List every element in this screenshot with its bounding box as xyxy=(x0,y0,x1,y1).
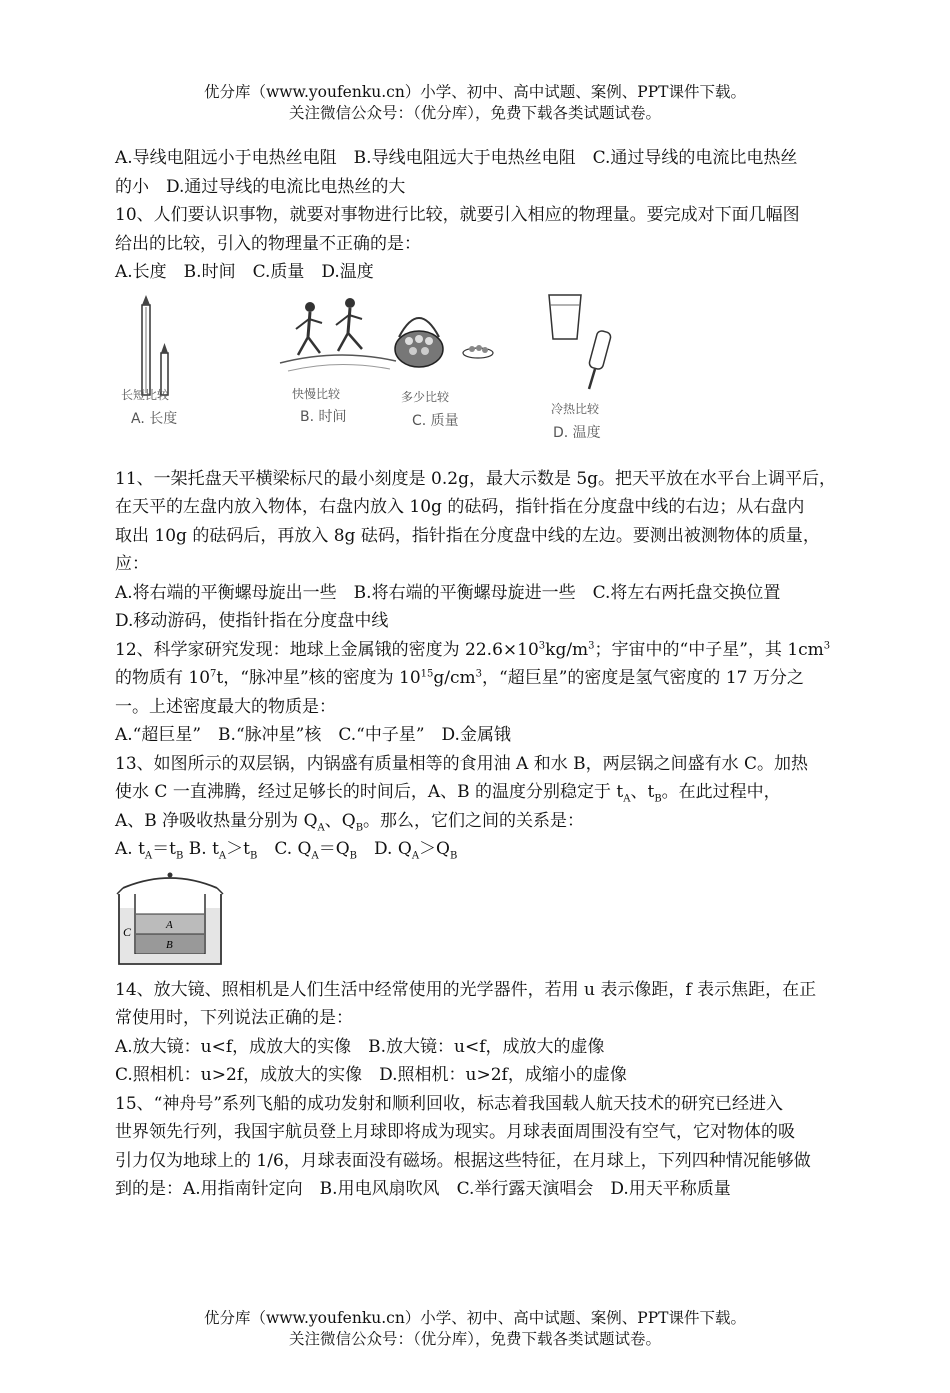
label-time: B. 时间 xyxy=(300,408,347,425)
q11-stem-line-4: 应： xyxy=(115,554,149,574)
q14-stem-line-2: 常使用时，下列说法正确的是： xyxy=(115,1008,353,1028)
basket-illustration xyxy=(385,293,505,383)
double-pot-illustration xyxy=(115,868,225,968)
q15-stem-line-2: 世界领先行列，我国宇航员登上月球即将成为现实。月球表面周围没有空气，它对物体的吸 xyxy=(115,1122,795,1142)
q10-options: A.长度 B.时间 C.质量 D.温度 xyxy=(115,262,374,282)
q12-stem-line-2: 的物质有 $10^7t$，“脉冲星”核的密度为 $10^{15}g/cm^3$，“超巨星”的密度是氢气密度的 17 万分之 xyxy=(115,668,804,688)
runners-illustration xyxy=(278,293,398,383)
q13-figure xyxy=(115,868,895,968)
q10-stem-line-2: 给出的比较，引入的物理量不正确的是： xyxy=(115,233,421,254)
q14-options-line-1: A.放大镜：u<f，成放大的实像 B.放大镜：u<f，成放大的虚像 xyxy=(115,1036,605,1057)
q10-figure xyxy=(115,293,895,461)
page-footer xyxy=(0,1308,950,1350)
q14-options-line-2: C.照相机：u>2f，成放大的实像 D.照相机：u>2f，成缩小的虚像 xyxy=(115,1065,627,1085)
q14-stem-line-1: 14、放大镜、照相机是人们生活中经常使用的光学器件，若用 u 表示像距，f 表示焦距，在正 xyxy=(115,979,817,1000)
q13-stem-line-2: 使水 C 一直沸腾，经过足够长的时间后，A、B 的温度分别稳定于 $t_A$、$t_B$。在此过程中， xyxy=(115,782,781,805)
caption-speed-compare: 快慢比较 xyxy=(292,386,341,401)
caption-length-compare: 长短比较 xyxy=(121,387,170,402)
q9-options-line-2: 的小 D.通过导线的电流比电热丝的大 xyxy=(115,176,406,197)
q9-options-line-1: A.导线电阻远小于电热丝电阻 B.导线电阻远大于电热丝电阻 C.通过导线的电流比电热丝 xyxy=(115,148,798,168)
q11-options-line-1: A.将右端的平衡螺母旋出一些 B.将右端的平衡螺母旋进一些 C.将左右两托盘交换位置 xyxy=(115,582,781,603)
q15-stem-line-3: 引力仅为地球上的 1/6，月球表面没有磁场。根据这些特征，在月球上，下列四种情况能够做 xyxy=(115,1150,811,1171)
header-line-2: 关注微信公众号：（优分库），免费下载各类试题试卷。 xyxy=(288,104,661,122)
footer-line-1: 优分库（www.youfenku.cn）小学、初中、高中试题、案例、PPT课件下载。 xyxy=(203,1309,747,1327)
q11-stem-line-2: 在天平的左盘内放入物体，右盘内放入 10g 的砝码，指针指在分度盘中线的右边；从右盘内 xyxy=(115,497,805,517)
figure-panel-mass xyxy=(385,293,505,461)
label-mass: C. 质量 xyxy=(412,412,459,429)
page-header xyxy=(0,82,950,124)
q13-stem-line-1: 13、如图所示的双层锅，内锅盛有质量相等的食用油 A 和水 B，两层锅之间盛有水 C。加热 xyxy=(115,753,809,774)
figure-panel-length xyxy=(115,293,205,461)
header-line-1: 优分库（www.youfenku.cn）小学、初中、高中试题、案例、PPT课件下载。 xyxy=(203,83,747,101)
q13-stem-line-3: A、B 净吸收热量分别为 $Q_A$、$Q_B$。那么，它们之间的关系是： xyxy=(115,810,585,833)
q12-stem-line-3: 一。上述密度最大的物质是： xyxy=(115,696,336,717)
figure-panel-temperature xyxy=(535,293,635,461)
footer-line-2: 关注微信公众号：（优分库），免费下载各类试题试卷。 xyxy=(288,1330,661,1348)
q10-stem-line-1: 10、人们要认识事物，就要对事物进行比较，就要引入相应的物理量。要完成对下面几幅图 xyxy=(115,205,800,225)
q11-stem-line-1: 11、一架托盘天平横梁标尺的最小刻度是 0.2g，最大示数是 5g。把天平放在水平台上调平后， xyxy=(115,468,837,489)
q15-stem-line-4: 到的是：A.用指南针定向 B.用电风扇吹风 C.举行露天演唱会 D.用天平称质量 xyxy=(115,1179,731,1199)
q11-stem-line-3: 取出 10g 的砝码后，再放入 8g 砝码，指针指在分度盘中线的左边。要测出被测物体的质量， xyxy=(115,525,820,546)
q12-options: A.“超巨星” B.“脉冲星”核 C.“中子星” D.金属锇 xyxy=(115,725,511,745)
glass-popsicle-illustration xyxy=(535,293,635,393)
label-oil-a: A xyxy=(166,918,173,931)
label-water-b: B xyxy=(166,938,173,951)
q12-stem-line-1: 12、科学家研究发现：地球上金属锇的密度为 $22.6\times 10^3kg/m^3$；宇宙中的“中子星”，其 $1cm^3$ xyxy=(115,639,831,660)
label-temperature: D. 温度 xyxy=(553,424,601,441)
q15-stem-line-1: 15、“神舟号”系列飞船的成功发射和顺利回收，标志着我国载人航天技术的研究已经进入 xyxy=(115,1093,784,1114)
q11-options-line-2: D.移动游码，使指针指在分度盘中线 xyxy=(115,611,389,631)
question-body xyxy=(115,144,895,1204)
q13-options: A. $t_A=t_B$ B. $t_A>t_B$ C. $Q_A=Q_B$ D. $Q_A>Q_B$ xyxy=(115,839,458,862)
label-length: A. 长度 xyxy=(131,410,178,427)
figure-panel-time xyxy=(278,293,398,461)
label-water-c: C xyxy=(123,924,132,939)
caption-amount-compare: 多少比较 xyxy=(401,389,450,404)
caption-temperature-compare: 冷热比较 xyxy=(551,401,600,416)
